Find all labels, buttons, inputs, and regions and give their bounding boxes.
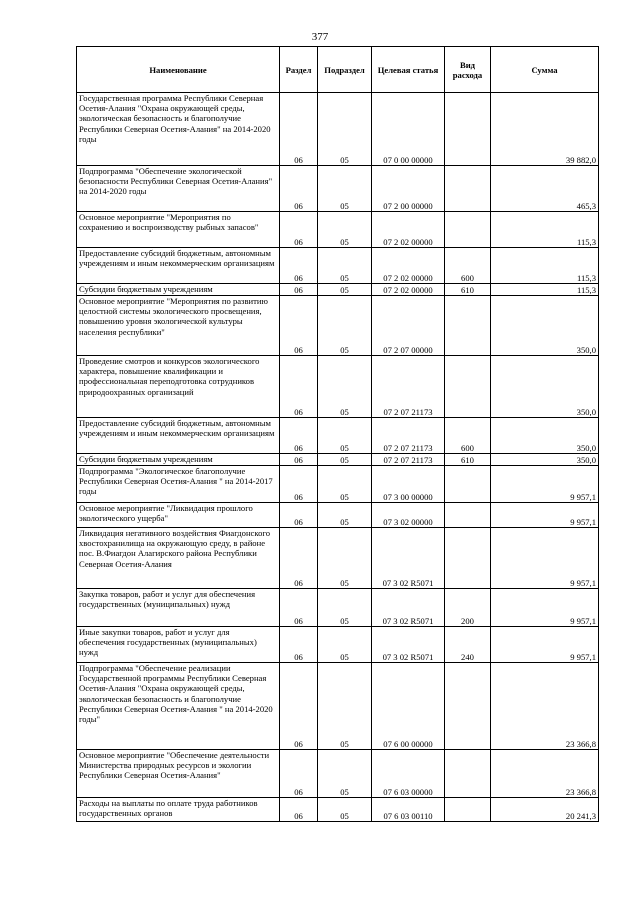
row-section: 06 [280, 798, 318, 822]
row-name: Расходы на выплаты по оплате труда работников государственных органов [77, 798, 280, 822]
row-section: 06 [280, 503, 318, 528]
row-article: 07 2 07 21173 [372, 454, 445, 466]
row-subsection: 05 [318, 212, 372, 248]
row-subsection: 05 [318, 248, 372, 284]
row-name: Основное мероприятие "Ликвидация прошлого экологического ущерба" [77, 503, 280, 528]
row-subsection: 05 [318, 503, 372, 528]
row-article: 07 6 00 00000 [372, 663, 445, 750]
row-section: 06 [280, 284, 318, 296]
row-section: 06 [280, 528, 318, 589]
row-section: 06 [280, 356, 318, 418]
header-target-article: Целевая статья [372, 47, 445, 93]
row-subsection: 05 [318, 356, 372, 418]
row-article: 07 3 02 R5071 [372, 528, 445, 589]
row-type: 600 [445, 248, 491, 284]
row-amount: 350,0 [491, 454, 599, 466]
row-section: 06 [280, 166, 318, 212]
row-section: 06 [280, 454, 318, 466]
row-amount: 23 366,8 [491, 750, 599, 798]
row-subsection: 05 [318, 166, 372, 212]
header-name: Наименование [77, 47, 280, 93]
row-subsection: 05 [318, 284, 372, 296]
row-amount: 9 957,1 [491, 589, 599, 627]
table-row [77, 93, 599, 166]
table-row [77, 166, 599, 212]
table-row [77, 798, 599, 822]
row-section: 06 [280, 663, 318, 750]
header-amount: Сумма [491, 47, 599, 93]
row-subsection: 05 [318, 93, 372, 166]
page-number: 377 [311, 31, 329, 43]
row-amount: 39 882,0 [491, 93, 599, 166]
row-name: Подпрограмма "Обеспечение реализации Государственной программы Республики Северная Осетия-Алания "Охрана окружающей среды, экологическая безопасность и благополучие Республики Северная Осетия-Алания " на 2014-2020 годы" [77, 663, 280, 750]
row-name: Иные закупки товаров, работ и услуг для обеспечения государственных (муниципальных) нужд [77, 627, 280, 663]
row-section: 06 [280, 93, 318, 166]
row-name: Подпрограмма "Обеспечение экологической безопасности Республики Северная Осетия-Алания" на 2014-2020 годы [77, 166, 280, 212]
row-section: 06 [280, 212, 318, 248]
table-row [77, 589, 599, 627]
row-type [445, 166, 491, 212]
row-section: 06 [280, 750, 318, 798]
row-name: Предоставление субсидий бюджетным, автономным учреждениям и иным некоммерческим организациям [77, 418, 280, 454]
row-subsection: 05 [318, 466, 372, 503]
row-type: 240 [445, 627, 491, 663]
row-article: 07 2 07 21173 [372, 356, 445, 418]
row-type [445, 503, 491, 528]
row-type [445, 212, 491, 248]
row-amount: 9 957,1 [491, 466, 599, 503]
row-amount: 115,3 [491, 284, 599, 296]
row-subsection: 05 [318, 663, 372, 750]
row-article: 07 6 03 00000 [372, 750, 445, 798]
row-name: Ликвидация негативного воздействия Фиагдонского хвостохранилища на окружающую среду, в районе пос. В.Фиагдон Алагирского района Республики Северная Осетия-Алания [77, 528, 280, 589]
table-row [77, 212, 599, 248]
row-amount: 465,3 [491, 166, 599, 212]
row-subsection: 05 [318, 589, 372, 627]
row-amount: 350,0 [491, 356, 599, 418]
row-subsection: 05 [318, 627, 372, 663]
table-row [77, 248, 599, 284]
row-amount: 115,3 [491, 212, 599, 248]
row-article: 07 2 00 00000 [372, 166, 445, 212]
row-name: Основное мероприятие "Мероприятия по развитию целостной системы экологического просвещения, повышению уровня экологической культуры населения республики" [77, 296, 280, 356]
table-row [77, 284, 599, 296]
row-amount: 9 957,1 [491, 528, 599, 589]
table-header-row [77, 47, 599, 93]
row-name: Проведение смотров и конкурсов экологического характера, повышение квалификации и профессиональная переподготовка сотрудников природоохранных организаций [77, 356, 280, 418]
row-amount: 9 957,1 [491, 503, 599, 528]
row-subsection: 05 [318, 418, 372, 454]
row-name: Закупка товаров, работ и услуг для обеспечения государственных (муниципальных) нужд [77, 589, 280, 627]
row-amount: 20 241,3 [491, 798, 599, 822]
table-row [77, 466, 599, 503]
row-type [445, 750, 491, 798]
row-article: 07 3 02 R5071 [372, 627, 445, 663]
row-amount: 350,0 [491, 296, 599, 356]
row-type [445, 466, 491, 503]
row-article: 07 3 02 00000 [372, 503, 445, 528]
table-row [77, 503, 599, 528]
row-type [445, 93, 491, 166]
table-row [77, 418, 599, 454]
row-article: 07 6 03 00110 [372, 798, 445, 822]
row-name: Основное мероприятие "Мероприятия по сохранению и воспроизводству рыбных запасов" [77, 212, 280, 248]
table-row [77, 750, 599, 798]
row-type [445, 296, 491, 356]
row-section: 06 [280, 627, 318, 663]
row-article: 07 0 00 00000 [372, 93, 445, 166]
row-amount: 9 957,1 [491, 627, 599, 663]
row-article: 07 2 02 00000 [372, 284, 445, 296]
row-article: 07 2 07 21173 [372, 418, 445, 454]
row-type [445, 528, 491, 589]
row-amount: 115,3 [491, 248, 599, 284]
row-section: 06 [280, 589, 318, 627]
row-subsection: 05 [318, 798, 372, 822]
row-article: 07 3 00 00000 [372, 466, 445, 503]
header-subsection: Подраздел [318, 47, 372, 93]
row-section: 06 [280, 418, 318, 454]
row-name: Субсидии бюджетным учреждениям [77, 454, 280, 466]
row-type: 200 [445, 589, 491, 627]
row-type: 610 [445, 454, 491, 466]
row-type: 600 [445, 418, 491, 454]
row-section: 06 [280, 466, 318, 503]
row-name: Подпрограмма "Экологическое благополучие Республики Северная Осетия-Алания " на 2014-2017 годы [77, 466, 280, 503]
table-row [77, 356, 599, 418]
row-article: 07 2 02 00000 [372, 248, 445, 284]
header-expense-type: Вид расхода [445, 47, 491, 93]
row-article: 07 2 07 00000 [372, 296, 445, 356]
row-type [445, 663, 491, 750]
row-name: Предоставление субсидий бюджетным, автономным учреждениям и иным некоммерческим организациям [77, 248, 280, 284]
table-row [77, 663, 599, 750]
row-section: 06 [280, 248, 318, 284]
row-article: 07 3 02 R5071 [372, 589, 445, 627]
table-row [77, 627, 599, 663]
row-name: Основное мероприятие "Обеспечение деятельности Министерства природных ресурсов и экологии Республики Северная Осетия-Алания" [77, 750, 280, 798]
row-type: 610 [445, 284, 491, 296]
row-name: Государственная программа Республики Северная Осетия-Алания "Охрана окружающей среды, экологическая безопасность и благополучие Республики Северная Осетия-Алания" на 2014-2020 годы [77, 93, 280, 166]
row-subsection: 05 [318, 296, 372, 356]
row-section: 06 [280, 296, 318, 356]
table-row [77, 454, 599, 466]
row-type [445, 356, 491, 418]
row-name: Субсидии бюджетным учреждениям [77, 284, 280, 296]
table-row [77, 296, 599, 356]
row-article: 07 2 02 00000 [372, 212, 445, 248]
row-type [445, 798, 491, 822]
row-subsection: 05 [318, 750, 372, 798]
row-subsection: 05 [318, 454, 372, 466]
row-amount: 23 366,8 [491, 663, 599, 750]
header-section: Раздел [280, 47, 318, 93]
row-subsection: 05 [318, 528, 372, 589]
table-row [77, 528, 599, 589]
row-amount: 350,0 [491, 418, 599, 454]
budget-table [76, 46, 599, 822]
